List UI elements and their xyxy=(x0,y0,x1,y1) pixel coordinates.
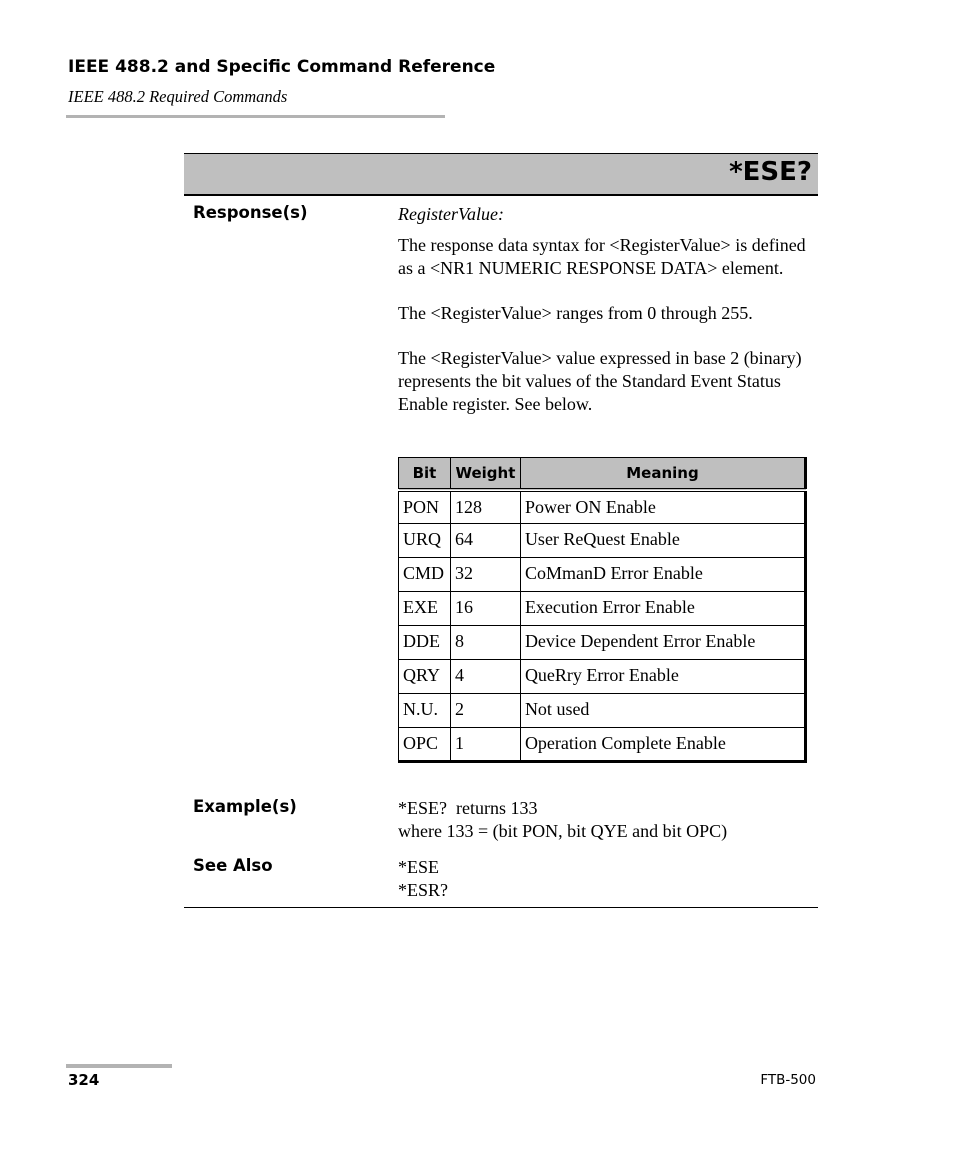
bit-cell: N.U. xyxy=(399,694,451,728)
responses-label: Response(s) xyxy=(193,203,308,222)
response-paragraph: The <RegisterValue> value expressed in base 2 (binary) represents the bit values of the Standard Event Status Enable register. See below. xyxy=(398,348,802,414)
response-value-name: RegisterValue: xyxy=(398,204,504,224)
weight-cell: 2 xyxy=(450,694,520,728)
see-also-body xyxy=(398,856,818,902)
table-row xyxy=(399,524,806,558)
header-divider xyxy=(66,115,445,118)
bit-cell: PON xyxy=(399,490,451,524)
table-row xyxy=(399,490,806,524)
table-row xyxy=(399,592,806,626)
command-name: *ESE? xyxy=(729,157,812,187)
examples-label: Example(s) xyxy=(193,797,297,816)
weight-cell: 8 xyxy=(450,626,520,660)
meaning-cell: Execution Error Enable xyxy=(520,592,805,626)
bit-cell: CMD xyxy=(399,558,451,592)
bit-cell: DDE xyxy=(399,626,451,660)
weight-cell: 1 xyxy=(450,728,520,762)
meaning-cell: CoMmanD Error Enable xyxy=(520,558,805,592)
table-row xyxy=(399,660,806,694)
weight-cell: 64 xyxy=(450,524,520,558)
responses-body xyxy=(398,203,818,416)
table-row xyxy=(399,694,806,728)
footer-divider xyxy=(66,1064,172,1068)
weight-cell: 32 xyxy=(450,558,520,592)
document-id: FTB-500 xyxy=(760,1072,816,1088)
bit-table xyxy=(398,457,807,763)
table-row xyxy=(399,558,806,592)
see-also-link: *ESE xyxy=(398,857,440,877)
section-title: IEEE 488.2 and Specific Command Reference xyxy=(68,57,496,77)
see-also-label: See Also xyxy=(193,856,273,875)
bit-cell: URQ xyxy=(399,524,451,558)
examples-body xyxy=(398,797,818,843)
meaning-cell: Power ON Enable xyxy=(520,490,805,524)
meaning-cell: Operation Complete Enable xyxy=(520,728,805,762)
column-header: Meaning xyxy=(520,458,805,490)
table-row xyxy=(399,728,806,762)
bit-cell: QRY xyxy=(399,660,451,694)
see-also-link: *ESR? xyxy=(398,880,449,900)
weight-cell: 16 xyxy=(450,592,520,626)
meaning-cell: QueRry Error Enable xyxy=(520,660,805,694)
example-line: *ESE? returns 133 xyxy=(398,798,538,818)
page-number: 324 xyxy=(68,1071,100,1089)
weight-cell: 128 xyxy=(450,490,520,524)
meaning-cell: Device Dependent Error Enable xyxy=(520,626,805,660)
meaning-cell: Not used xyxy=(520,694,805,728)
example-line: where 133 = (bit PON, bit QYE and bit OPC) xyxy=(398,821,728,841)
command-title-bar xyxy=(184,153,818,196)
table-row xyxy=(399,626,806,660)
bit-cell: EXE xyxy=(399,592,451,626)
table-header-row xyxy=(399,458,806,490)
column-header: Bit xyxy=(399,458,451,490)
meaning-cell: User ReQuest Enable xyxy=(520,524,805,558)
column-header: Weight xyxy=(450,458,520,490)
response-paragraph: The response data syntax for <RegisterValue> is defined as a <NR1 NUMERIC RESPONSE DATA> element. xyxy=(398,235,806,278)
section-end-divider xyxy=(184,907,818,908)
weight-cell: 4 xyxy=(450,660,520,694)
response-paragraph: The <RegisterValue> ranges from 0 through 255. xyxy=(398,303,753,323)
bit-cell: OPC xyxy=(399,728,451,762)
section-subtitle: IEEE 488.2 Required Commands xyxy=(68,87,288,106)
